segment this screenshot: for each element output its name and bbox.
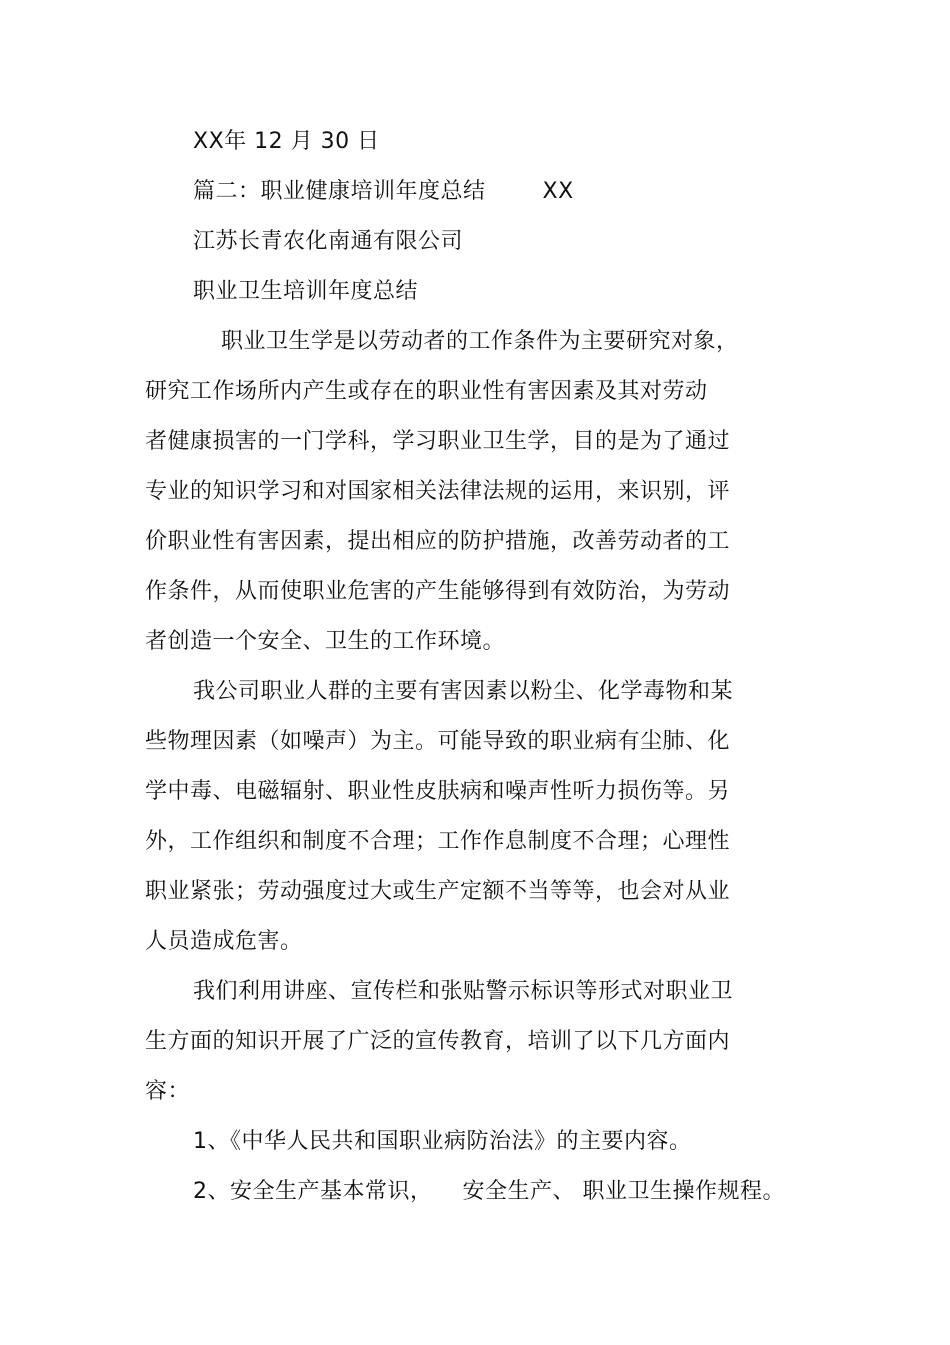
paragraph-line: 我公司职业人群的主要有害因素以粉尘、化学毒物和某 (193, 679, 734, 704)
report-title: 职业卫生培训年度总结 (193, 279, 419, 304)
paragraph-line: 我们利用讲座、宣传栏和张贴警示标识等形式对职业卫 (193, 979, 734, 1004)
paragraph-line: 者健康损害的一门学科，学习职业卫生学，目的是为了通过 (145, 429, 731, 454)
paragraph-line: 研究工作场所内产生或存在的职业性有害因素及其对劳动 (145, 379, 708, 404)
paragraph-line: 专业的知识学习和对国家相关法律法规的运用，来识别，评 (145, 479, 731, 504)
section-title (193, 178, 574, 206)
paragraph-line: 些物理因素（如噪声）为主。可能导致的职业病有尘肺、化 (145, 729, 731, 754)
paragraph-line: 作条件，从而使职业危害的产生能够得到有效防治，为劳动 (145, 579, 731, 604)
section-title-text: 篇二：职业健康培训年度总结 (193, 179, 486, 204)
list-item: 1、《中华人民共和国职业病防治法》的主要内容。 (193, 1129, 692, 1154)
date-line: XX年 12 月 30 日 (193, 129, 380, 154)
paragraph-line: 生方面的知识开展了广泛的宣传教育，培训了以下几方面内 (145, 1029, 731, 1054)
paragraph-line: 容： (145, 1079, 191, 1104)
paragraph-line: 学中毒、电磁辐射、职业性皮肤病和噪声性听力损伤等。另 (145, 779, 731, 804)
company-name: 江苏长青农化南通有限公司 (193, 229, 464, 254)
paragraph-line: 职业紧张；劳动强度过大或生产定额不当等等，也会对从业 (145, 879, 731, 904)
paragraph-line: 价职业性有害因素，提出相应的防护措施，改善劳动者的工 (145, 529, 731, 554)
paragraph-line: 人员造成危害。 (145, 929, 303, 954)
list-item: 2、安全生产基本常识， 安全生产、 职业卫生操作规程。 (193, 1179, 785, 1204)
section-title-suffix: XX (542, 179, 574, 204)
paragraph-line: 职业卫生学是以劳动者的工作条件为主要研究对象， (221, 329, 739, 354)
paragraph-line: 外，工作组织和制度不合理；工作作息制度不合理；心理性 (145, 829, 731, 854)
paragraph-line: 者创造一个安全、卫生的工作环境。 (145, 629, 506, 654)
